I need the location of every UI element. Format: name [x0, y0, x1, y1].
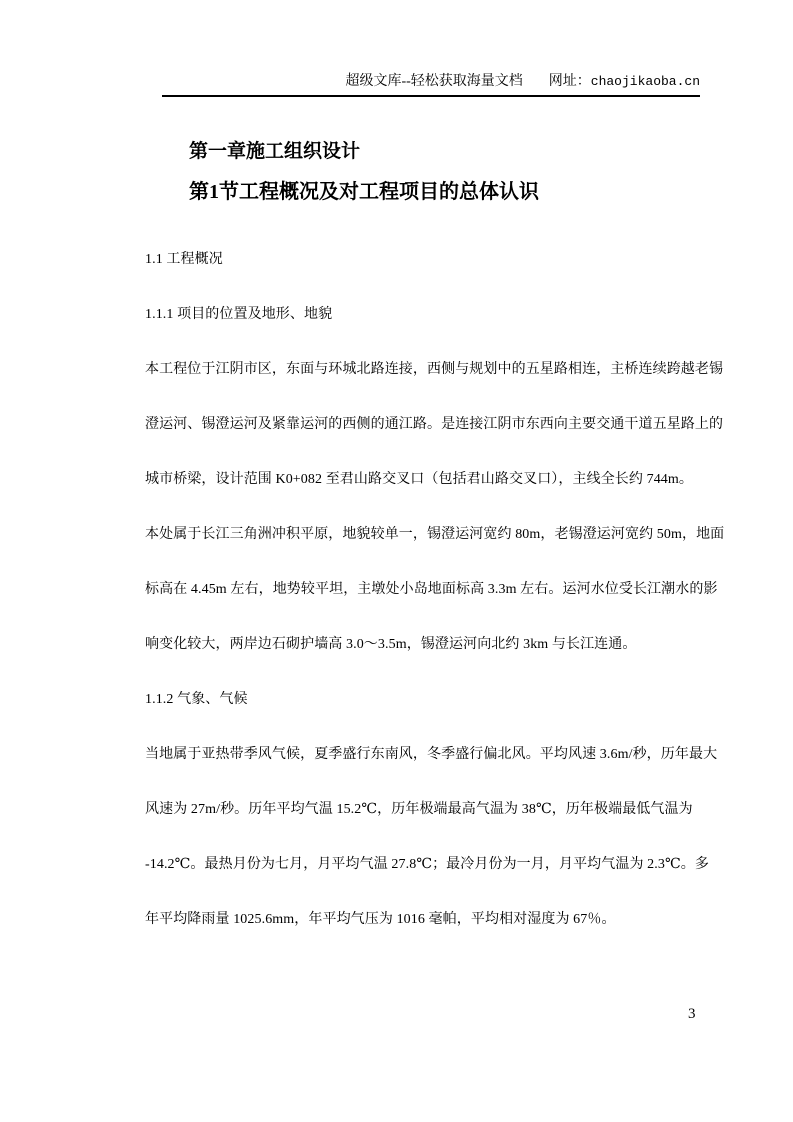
header-url-label: 网址： — [548, 74, 591, 89]
header-url: chaojikaoba.cn — [590, 74, 700, 89]
page-number: 3 — [688, 1006, 696, 1022]
document-body — [145, 230, 725, 945]
header-site-name: 超级文库--轻松获取海量文档 — [345, 74, 523, 89]
paragraph-1-line-1: 本工程位于江阴市区，东面与环城北路连接，西侧与规划中的五星路相连，主桥连续跨越老锡 — [145, 361, 724, 377]
heading-1-1-1: 1.1.1 项目的位置及地形、地貌 — [145, 306, 333, 322]
paragraph-1-line-2: 澄运河、锡澄运河及紧靠运河的西侧的通江路。是连接江阴市东西向主要交通干道五星路上的 — [145, 416, 724, 432]
paragraph-3-line-3: -14.2℃。最热月份为七月，月平均气温 27.8℃；最冷月份为一月，月平均气温为 2.3℃。多 — [145, 856, 709, 872]
paragraph-3-line-2: 风速为 27m/秒。历年平均气温 15.2℃，历年极端最高气温为 38℃，历年极端最低气温为 — [145, 801, 693, 817]
paragraph-3-line-1: 当地属于亚热带季风气候，夏季盛行东南风，冬季盛行偏北风。平均风速 3.6m/秒，历年最大 — [145, 746, 718, 762]
paragraph-1-line-3: 城市桥梁，设计范围 K0+082 至君山路交叉口（包括君山路交叉口），主线全长约 744m。 — [145, 471, 693, 487]
paragraph-2-line-3: 响变化较大，两岸边石砌护墙高 3.0～3.5m，锡澄运河向北约 3km 与长江连通。 — [145, 636, 637, 652]
paragraph-2-line-1: 本处属于长江三角洲冲积平原，地貌较单一，锡澄运河宽约 80m，老锡澄运河宽约 50m，地面 — [145, 526, 725, 542]
heading-1-1-2: 1.1.2 气象、气候 — [145, 691, 248, 707]
page-header — [162, 72, 700, 97]
section-title: 第1节工程概况及对工程项目的总体认识 — [189, 181, 539, 203]
chapter-title: 第一章施工组织设计 — [189, 141, 361, 162]
paragraph-3-line-4: 年平均降雨量 1025.6mm，年平均气压为 1016 毫帕，平均相对湿度为 67％。 — [145, 911, 616, 927]
heading-1-1: 1.1 工程概况 — [145, 251, 223, 267]
paragraph-2-line-2: 标高在 4.45m 左右，地势较平坦，主墩处小岛地面标高 3.3m 左右。运河水位受长江潮水的影 — [145, 581, 718, 597]
